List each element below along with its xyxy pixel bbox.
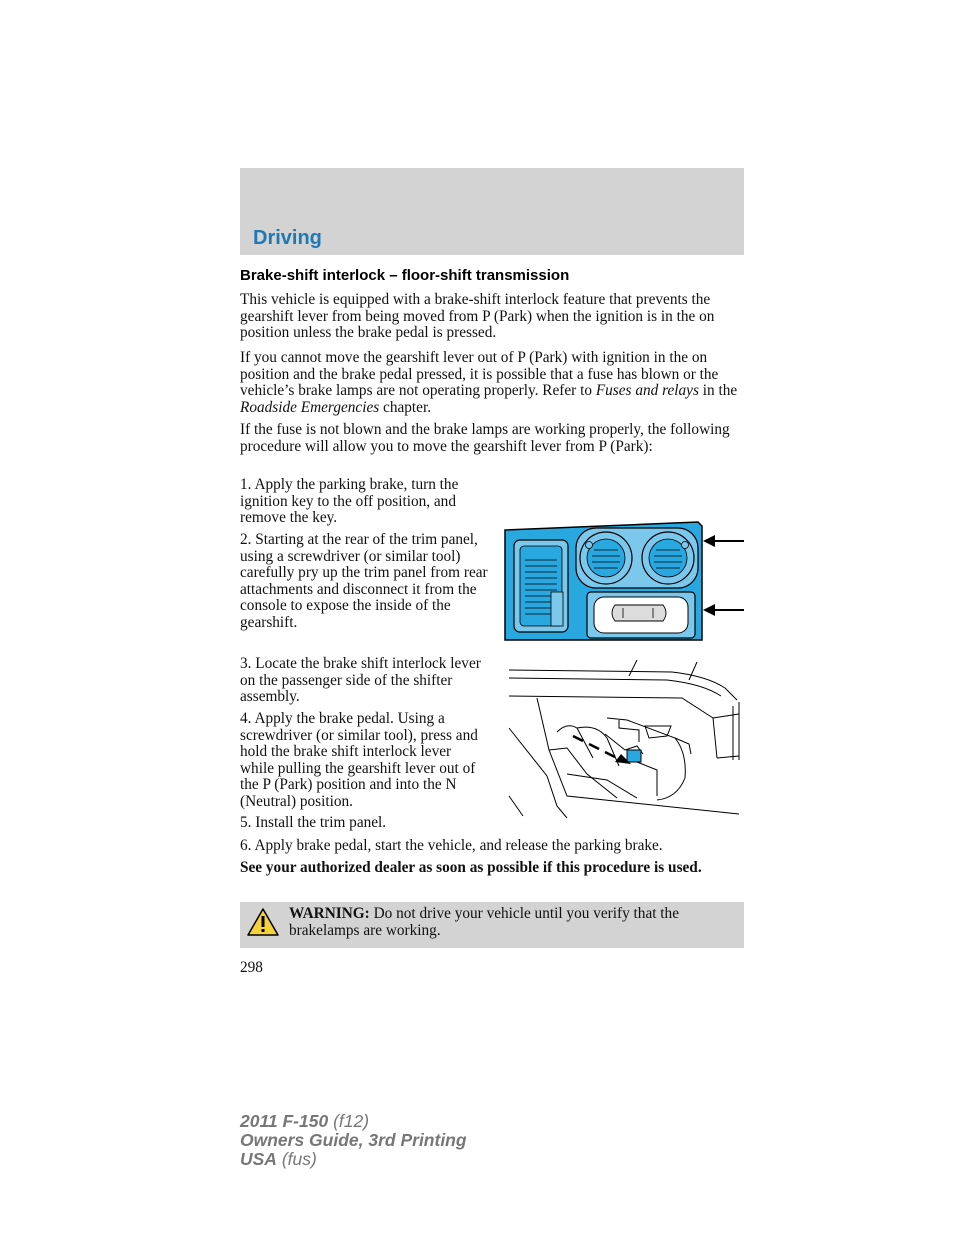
paragraph-text: in the <box>702 382 738 399</box>
dealer-note: See your authorized dealer as soon as possible if this procedure is used. <box>240 859 702 876</box>
console-trim-panel-illustration <box>503 520 748 642</box>
paragraph-intro: This vehicle is equipped with a brake-shift interlock feature that prevents the gearshift lever from being moved from P (Park) when the ignition is in the on position unless the brake pedal is pressed. <box>240 291 715 341</box>
footer-line-model <box>240 1112 467 1131</box>
paragraph-fuse-reference <box>240 350 746 416</box>
footer-region: USA <box>240 1149 277 1169</box>
warning-text <box>289 906 737 939</box>
fuses-reference-link: Fuses and relays <box>595 382 699 399</box>
footer-model: 2011 F-150 <box>240 1111 329 1131</box>
paragraph-text: chapter. <box>383 398 432 416</box>
step-3: 3. Locate the brake shift interlock lever on the passenger side of the shifter assembly. <box>240 655 481 705</box>
roadside-reference-link: Roadside Emergencies <box>240 398 380 416</box>
document-footer <box>240 1112 467 1169</box>
footer-line-guide <box>240 1131 467 1150</box>
footer-guide: Owners Guide, 3rd Printing <box>240 1130 467 1150</box>
shifter-assembly-illustration <box>507 658 742 820</box>
footer-line-region <box>240 1150 467 1169</box>
warning-message: Do not drive your vehicle until you verify that the brakelamps are working. <box>289 905 679 939</box>
paragraph-text: If you cannot move the gearshift lever out of P (Park) with ignition in the on position and the brake pedal pressed, it is possible that a fuse has blown or the vehicle’s brake lamps are not operating properly. Refer to <box>240 349 719 399</box>
step-4: 4. Apply the brake pedal. Using a screwdriver (or similar tool), press and hold the brake shift interlock lever while pulling the gearshift lever out of the P (Park) position and into the N (Neutral) position. <box>240 710 478 810</box>
footer-model-code: (f12) <box>333 1111 370 1131</box>
subheading: Brake-shift interlock – floor-shift transmission <box>240 267 570 284</box>
step-5: 5. Install the trim panel. <box>240 814 387 831</box>
warning-label: WARNING: <box>289 905 370 922</box>
paragraph-procedure-intro: If the fuse is not blown and the brake lamps are working properly, the following procedure will allow you to move the gearshift lever from P (Park): <box>240 421 730 455</box>
page-number: 298 <box>240 959 263 976</box>
step-1: 1. Apply the parking brake, turn the ignition key to the off position, and remove the key. <box>240 476 459 526</box>
step-2: 2. Starting at the rear of the trim panel, using a screwdriver (or similar tool) carefully pry up the trim panel from rear attachments and disconnect it from the console to expose the inside of the gearshift. <box>240 531 488 631</box>
section-title: Driving <box>253 227 322 249</box>
warning-triangle-icon <box>246 907 280 937</box>
footer-region-code: (fus) <box>281 1149 317 1169</box>
step-6: 6. Apply brake pedal, start the vehicle, and release the parking brake. <box>240 837 663 854</box>
